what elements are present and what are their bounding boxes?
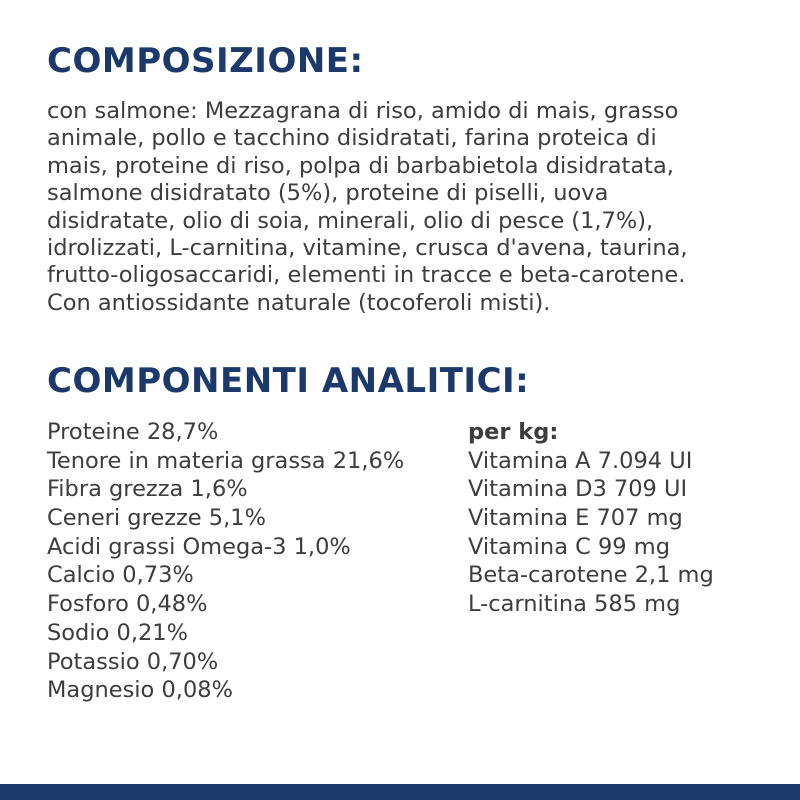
analytic-item-magnesio: Magnesio 0,08% bbox=[47, 677, 233, 704]
additive-item-l-carnitina: L-carnitina 585 mg bbox=[468, 591, 681, 618]
analytic-item-proteine: Proteine 28,7% bbox=[47, 419, 219, 445]
composition-line: animale, pollo e tacchino disidratati, farina proteica di bbox=[47, 125, 657, 152]
additive-item-beta-carotene: Beta-carotene 2,1 mg bbox=[468, 562, 714, 589]
analytic-item-ceneri: Ceneri grezze 5,1% bbox=[47, 505, 266, 532]
composition-line: salmone disidratato (5%), proteine di piselli, uova bbox=[47, 180, 609, 207]
footer-band bbox=[0, 784, 800, 800]
additive-item-vitamina-d3: Vitamina D3 709 UI bbox=[468, 476, 688, 503]
additive-item-vitamina-e: Vitamina E 707 mg bbox=[468, 505, 683, 532]
analytic-item-sodio: Sodio 0,21% bbox=[47, 619, 188, 646]
composition-line: idrolizzati, L-carnitina, vitamine, crusca d'avena, taurina, bbox=[47, 235, 688, 262]
composition-line: mais, proteine di riso, polpa di barbabietola disidratata, bbox=[47, 152, 674, 179]
analytics-heading: COMPONENTI ANALITICI: bbox=[47, 361, 530, 401]
analytic-item-potassio: Potassio 0,70% bbox=[47, 648, 219, 675]
additive-item-vitamina-a: Vitamina A 7.094 UI bbox=[468, 447, 693, 474]
analytic-item-fibra: Fibra grezza 1,6% bbox=[47, 476, 248, 503]
per-kg-label: per kg: bbox=[468, 419, 559, 445]
additives-per-kg-list bbox=[468, 418, 714, 619]
analytic-item-calcio: Calcio 0,73% bbox=[47, 562, 194, 589]
composition-line: con salmone: Mezzagrana di riso, amido di mais, grasso bbox=[47, 98, 679, 124]
analytic-item-omega3: Acidi grassi Omega-3 1,0% bbox=[47, 533, 351, 560]
analytics-components-list bbox=[47, 418, 404, 705]
analytic-item-fosforo: Fosforo 0,48% bbox=[47, 591, 208, 618]
analytic-item-grassi: Tenore in materia grassa 21,6% bbox=[47, 447, 405, 474]
composition-line: Con antiossidante naturale (tocoferoli misti). bbox=[47, 289, 551, 316]
additive-item-vitamina-c: Vitamina C 99 mg bbox=[468, 533, 670, 560]
composition-line: disidratate, olio di soia, minerali, olio di pesce (1,7%), bbox=[47, 207, 654, 234]
composition-heading: COMPOSIZIONE: bbox=[47, 41, 364, 81]
composition-text bbox=[47, 98, 787, 317]
composition-line: frutto-oligosaccaridi, elementi in tracce e beta-carotene. bbox=[47, 262, 686, 289]
